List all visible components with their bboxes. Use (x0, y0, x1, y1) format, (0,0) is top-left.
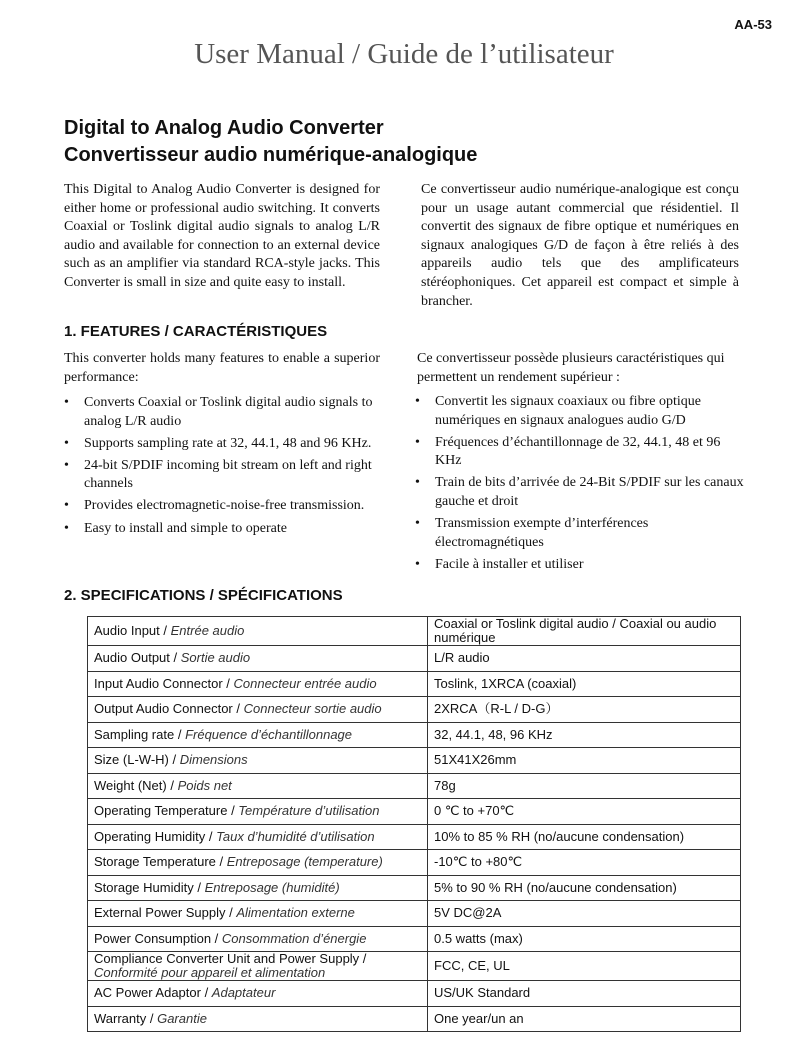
table-row: Sampling rate / Fréquence d’échantillonnage 32, 44.1, 48, 96 KHz (88, 722, 741, 748)
table-row: AC Power Adaptor / Adaptateur US/UK Standard (88, 981, 741, 1007)
features-heading: 1. FEATURES / CARACTÉRISTIQUES (64, 323, 328, 340)
list-item: • Convertit les signaux coaxiaux ou fibre optique numériques en signaux analogues audio G/D (415, 394, 701, 428)
list-item: • Fréquences d’échantillonnage de 32, 44.1, 48 et 96 KHz (415, 434, 721, 469)
table-row: Audio Input / Entrée audio Coaxial or Toslink digital audio / Coaxial ou audio numérique (88, 617, 741, 646)
features-intro-en: This converter holds many features to enable a superior performance: (64, 351, 380, 385)
spec-value: One year/un an (428, 1006, 741, 1032)
spec-value: L/R audio (428, 646, 741, 672)
spec-value: 0 ℃ to +70℃ (428, 799, 741, 825)
spec-value: FCC, CE, UL (428, 952, 741, 981)
features-intro-fr: Ce convertisseur possède plusieurs caractéristiques qui permettent un rendement supérieur : (417, 351, 725, 385)
spec-value: 5V DC@2A (428, 901, 741, 927)
list-item: • Converts Coaxial or Toslink digital audio signals to analog L/R audio (64, 395, 373, 429)
list-item: • 24-bit S/PDIF incoming bit stream on left and right channels (64, 457, 372, 492)
table-row: Warranty / Garantie One year/un an (88, 1006, 741, 1032)
table-row: Operating Temperature / Température d’utilisation 0 ℃ to +70℃ (88, 799, 741, 825)
intro-paragraph-fr: Ce convertisseur audio numérique-analogique est conçu pour un usage autant commercial que résidentiel. Il convertit des signaux de fibre optique et numériques en signaux analogiques G/D de façon à être reliés à des appareils audio tels que des amplificateurs stéréophoniques. Cet appareil est compact et simple à brancher. (421, 182, 739, 309)
spec-value: 0.5 watts (max) (428, 926, 741, 952)
spec-value: 10% to 85 % RH (no/aucune condensation) (428, 824, 741, 850)
table-row: Operating Humidity / Taux d’humidité d’utilisation 10% to 85 % RH (no/aucune condensation) (88, 824, 741, 850)
features-list-en (64, 394, 384, 542)
list-item: • Train de bits d’arrivée de 24-Bit S/PDIF sur les canaux gauche et droit (415, 475, 744, 509)
document-title-en: Digital to Analog Audio Converter (64, 117, 384, 139)
spec-value: 32, 44.1, 48, 96 KHz (428, 722, 741, 748)
page-code: AA-53 (734, 17, 772, 32)
table-row: Input Audio Connector / Connecteur entrée audio Toslink, 1XRCA (coaxial) (88, 671, 741, 697)
list-item: • Provides electromagnetic-noise-free transmission. (64, 498, 365, 514)
spec-value: Toslink, 1XRCA (coaxial) (428, 671, 741, 697)
spec-value: 2XRCA（R-L / D-G） (428, 697, 741, 723)
manual-title: User Manual / Guide de l’utilisateur (194, 38, 614, 70)
table-row: Weight (Net) / Poids net 78g (88, 773, 741, 799)
table-row: Storage Temperature / Entreposage (temperature) -10℃ to +80℃ (88, 850, 741, 876)
spec-value: 78g (428, 773, 741, 799)
table-row: Storage Humidity / Entreposage (humidité) 5% to 90 % RH (no/aucune condensation) (88, 875, 741, 901)
table-row: Size (L-W-H) / Dimensions 51X41X26mm (88, 748, 741, 774)
table-row: Audio Output / Sortie audio L/R audio (88, 646, 741, 672)
document-title-fr: Convertisseur audio numérique-analogique (64, 144, 478, 166)
document-title (64, 115, 477, 169)
list-item: • Transmission exempte d’interférences électromagnétiques (415, 516, 649, 550)
table-row: Compliance Converter Unit and Power Supply / Conformité pour appareil et alimentation FCC, CE, UL (88, 952, 741, 981)
specifications-heading: 2. SPECIFICATIONS / SPÉCIFICATIONS (64, 587, 343, 604)
list-item: • Easy to install and simple to operate (64, 520, 287, 536)
spec-value: US/UK Standard (428, 981, 741, 1007)
table-row: Power Consumption / Consommation d’énergie 0.5 watts (max) (88, 926, 741, 952)
specifications-table (87, 616, 741, 1032)
spec-value: Coaxial or Toslink digital audio / Coaxial ou audio numérique (428, 617, 741, 646)
features-list-fr (415, 393, 745, 578)
intro-paragraph-en: This Digital to Analog Audio Converter is designed for either home or professional audio switching. It converts Coaxial or Toslink digital audio signals to analog L/R audio and available for connection to an external device such as an amplifier via standard RCA-style jacks. This Converter is small in size and quite easy to install. (64, 182, 380, 290)
list-item: • Supports sampling rate at 32, 44.1, 48 and 96 KHz. (64, 435, 372, 451)
list-item: • Facile à installer et utiliser (415, 556, 584, 572)
table-row: Output Audio Connector / Connecteur sortie audio 2XRCA（R-L / D-G） (88, 697, 741, 723)
spec-value: 5% to 90 % RH (no/aucune condensation) (428, 875, 741, 901)
spec-value: -10℃ to +80℃ (428, 850, 741, 876)
table-row: External Power Supply / Alimentation externe 5V DC@2A (88, 901, 741, 927)
spec-value: 51X41X26mm (428, 748, 741, 774)
